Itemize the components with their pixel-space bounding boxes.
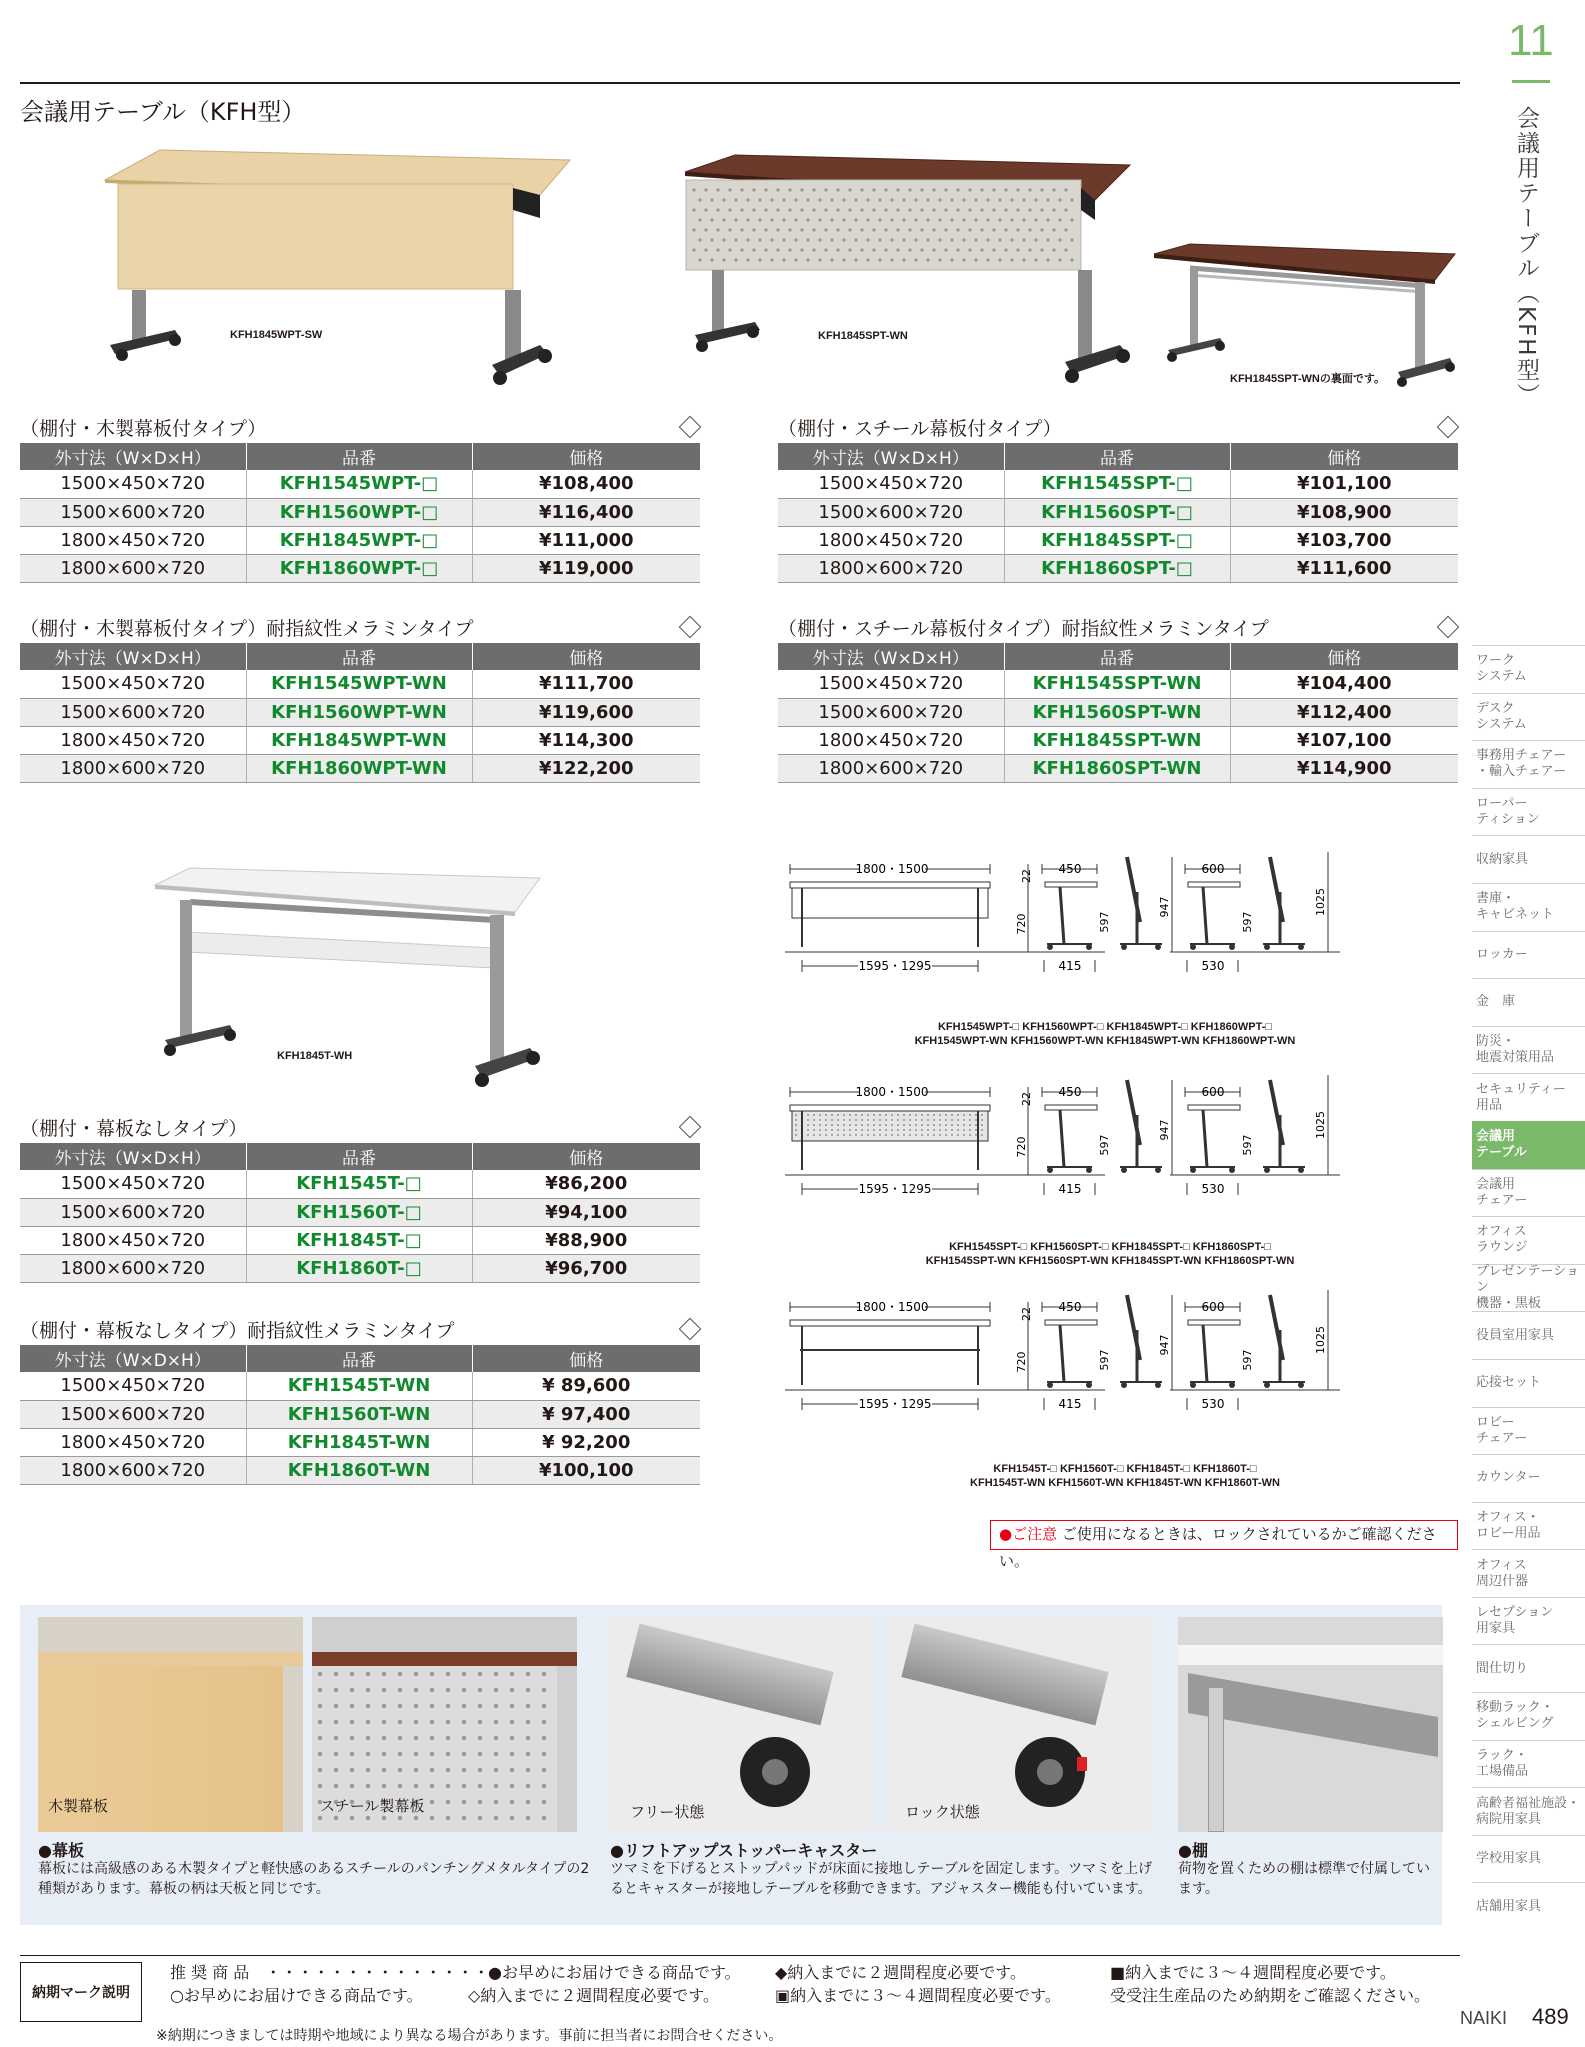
table-block-no-panel-melamine	[20, 1317, 700, 1485]
caution-text: ご使用になるときは、ロックされているかご確認ください。	[999, 1525, 1437, 1570]
sidenav-item[interactable]: 役員室用家具	[1472, 1311, 1585, 1359]
sidenav-item[interactable]: オフィス ラウンジ	[1472, 1216, 1585, 1264]
dim-depth: 450	[1058, 862, 1082, 876]
sidenav-item[interactable]: セキュリティー 用品	[1472, 1073, 1585, 1121]
table-row: 1500×450×720 KFH1545WPT-□ ¥108,400	[20, 470, 700, 498]
dim-foot: 530	[1201, 1182, 1225, 1196]
header-code: 品番	[246, 1345, 472, 1372]
table-row: 1500×450×720 KFH1545WPT-WN ¥111,700	[20, 670, 700, 698]
delivery-diamond-icon	[679, 1318, 702, 1341]
dim-22: 22	[1020, 869, 1033, 883]
table-row: 1500×600×720 KFH1560WPT-WN ¥119,600	[20, 698, 700, 726]
header-size: 外寸法（W×D×H）	[20, 443, 246, 470]
header-code: 品番	[1004, 643, 1230, 670]
shelf-title: ●棚	[1178, 1841, 1208, 1860]
delivery-diamond-icon	[679, 616, 702, 639]
delivery-diamond-icon	[679, 416, 702, 439]
label-free: フリー状態	[630, 1803, 705, 1821]
table-title: （棚付・スチール幕板付タイプ）	[778, 415, 1458, 443]
table-row: 1500×600×720 KFH1560T-□ ¥94,100	[20, 1198, 700, 1226]
chapter-number: 11	[1508, 16, 1554, 65]
top-rule	[20, 82, 1460, 84]
dim-leg: 1595・1295	[858, 1182, 932, 1196]
delivery-legend	[20, 1955, 1460, 2030]
dim-1025: 1025	[1314, 888, 1327, 916]
legend-item: ◆納入までに２週間程度必要です。	[775, 1963, 1027, 1982]
table-title: （棚付・木製幕板付タイプ）耐指紋性メラミンタイプ	[20, 615, 700, 643]
table-row: 1500×450×720 KFH1545T-□ ¥86,200	[20, 1170, 700, 1198]
header-code: 品番	[246, 643, 472, 670]
dim-597: 597	[1098, 1349, 1111, 1371]
legend-item: ◇納入までに２週間程度必要です。	[468, 1986, 720, 2005]
table-row: 1500×600×720 KFH1560SPT-□ ¥108,900	[778, 498, 1458, 526]
dim-597: 597	[1241, 1349, 1254, 1371]
sidenav-item[interactable]: 金 庫	[1472, 978, 1585, 1026]
sidenav-item[interactable]: ローパー ティション	[1472, 788, 1585, 836]
caster-text: ツマミを下げるとストップパッドが床面に接地しテーブルを固定します。ツマミを上げるとキャスターが接地しテーブルを移動できます。アジャスター機能も付いています。	[610, 1861, 1153, 1897]
sidenav-item[interactable]: 会議用 テーブル	[1472, 1121, 1585, 1169]
side-navigation	[1472, 645, 1585, 1930]
dim-leg: 1595・1295	[858, 1397, 932, 1411]
table-block-steel	[778, 415, 1458, 583]
dim-22: 22	[1020, 1307, 1033, 1321]
legend-recommended: 推 奨 商 品 ・・・・・・・・・・・・・・・	[170, 1963, 506, 1982]
dim-foot: 415	[1058, 1182, 1082, 1196]
dim-leg: 1595・1295	[858, 959, 932, 973]
panel-text: 幕板には高級感のある木製タイプと軽快感のあるスチールのパンチングメタルタイプの2種類があります。幕板の柄は天板と同じです。	[38, 1861, 590, 1897]
panel-title: ●幕板	[38, 1841, 84, 1860]
sidenav-item[interactable]: 書庫・ キャビネット	[1472, 883, 1585, 931]
dim-597: 597	[1241, 911, 1254, 933]
header-code: 品番	[1004, 443, 1230, 470]
dim-width: 1800・1500	[855, 1085, 929, 1099]
table-row: 1800×450×720 KFH1845WPT-WN ¥114,300	[20, 726, 700, 754]
table-row: 1800×450×720 KFH1845SPT-WN ¥107,100	[778, 726, 1458, 754]
sidenav-item[interactable]: オフィス・ ロビー用品	[1472, 1502, 1585, 1550]
dim-720: 720	[1015, 913, 1028, 935]
table-row: 1800×600×720 KFH1860T-□ ¥96,700	[20, 1254, 700, 1282]
sidenav-item[interactable]: 収納家具	[1472, 835, 1585, 883]
table-row: 1800×600×720 KFH1860T-WN ¥100,100	[20, 1456, 700, 1484]
table-row: 1800×450×720 KFH1845T-□ ¥88,900	[20, 1226, 700, 1254]
sidenav-item[interactable]: 学校用家具	[1472, 1835, 1585, 1883]
dimension-diagram-plain	[780, 1290, 1460, 1440]
legend-item: ●お早めにお届けできる商品です。	[488, 1963, 741, 1982]
delivery-diamond-icon	[1437, 416, 1460, 439]
dimension-diagram-steel	[780, 1075, 1460, 1225]
table-block-no-panel	[20, 1115, 700, 1283]
header-size: 外寸法（W×D×H）	[20, 1345, 246, 1372]
table-row: 1500×600×720 KFH1560WPT-□ ¥116,400	[20, 498, 700, 526]
table-block-wood-melamine	[20, 615, 700, 783]
photo-plain-table	[150, 850, 550, 1110]
sidenav-item[interactable]: デスク システム	[1472, 693, 1585, 741]
dim-1025: 1025	[1314, 1326, 1327, 1354]
panel-wood	[792, 888, 988, 918]
sidenav-item[interactable]: 事務用チェアー ・輸入チェアー	[1472, 740, 1585, 788]
page-title: 会議用テーブル（KFH型）	[20, 98, 306, 126]
sidenav-item[interactable]: 間仕切り	[1472, 1644, 1585, 1692]
dim-depth: 450	[1058, 1085, 1082, 1099]
caution-label: ●ご注意	[999, 1525, 1058, 1543]
dim-foot: 415	[1058, 1397, 1082, 1411]
table-row: 1500×600×720 KFH1560SPT-WN ¥112,400	[778, 698, 1458, 726]
table-row: 1800×450×720 KFH1845T-WN ¥ 92,200	[20, 1428, 700, 1456]
header-price: 価格	[472, 443, 700, 470]
dim-597: 597	[1241, 1134, 1254, 1156]
spec-table	[20, 1345, 700, 1485]
caption-plain: KFH1845T-WH	[277, 1050, 353, 1062]
table-block-steel-melamine	[778, 615, 1458, 783]
sidenav-item[interactable]: ラック・ 工場備品	[1472, 1740, 1585, 1788]
caption-back: KFH1845SPT-WNの裏面です。	[1230, 373, 1385, 385]
dim-foot: 530	[1201, 959, 1225, 973]
table-title: （棚付・幕板なしタイプ）	[20, 1115, 700, 1143]
spec-table	[778, 643, 1458, 783]
diagram-codes-plain: KFH1545T-□ KFH1560T-□ KFH1845T-□ KFH1860T-□ KFH1545T-WN KFH1560T-WN KFH1845T-WN KFH1860T-WN	[970, 1463, 1280, 1489]
sidenav-item[interactable]: 会議用 チェアー	[1472, 1169, 1585, 1217]
dim-720: 720	[1015, 1136, 1028, 1158]
header-size: 外寸法（W×D×H）	[778, 643, 1004, 670]
table-row: 1500×450×720 KFH1545SPT-□ ¥101,100	[778, 470, 1458, 498]
dim-foot: 530	[1201, 1397, 1225, 1411]
table-row: 1800×450×720 KFH1845WPT-□ ¥111,000	[20, 526, 700, 554]
header-price: 価格	[472, 1143, 700, 1170]
sidenav-item[interactable]: プレゼンテーション 機器・黒板	[1472, 1264, 1585, 1312]
table-title: （棚付・木製幕板付タイプ）	[20, 415, 700, 443]
caster-title: ●リフトアップストッパーキャスター	[610, 1841, 878, 1860]
dim-depth: 600	[1201, 1085, 1225, 1099]
sidenav-item[interactable]: 店舗用家具	[1472, 1882, 1585, 1930]
sidenav-item[interactable]: 移動ラック・ シェルビング	[1472, 1692, 1585, 1740]
spec-table	[20, 643, 700, 783]
header-price: 価格	[1230, 643, 1458, 670]
header-code: 品番	[246, 1143, 472, 1170]
label-wood-panel: 木製幕板	[48, 1797, 109, 1815]
table-row: 1800×600×720 KFH1860WPT-WN ¥122,200	[20, 754, 700, 782]
caution-notice	[990, 1520, 1458, 1570]
diagram-codes-steel: KFH1545SPT-□ KFH1560SPT-□ KFH1845SPT-□ KFH1860SPT-□ KFH1545SPT-WN KFH1560SPT-WN KFH1845SPT-WN KFH1860SPT-WN	[925, 1241, 1295, 1267]
sidenav-item[interactable]: ワーク システム	[1472, 645, 1585, 693]
diagram-codes-wood: KFH1545WPT-□ KFH1560WPT-□ KFH1845WPT-□ KFH1860WPT-□ KFH1545WPT-WN KFH1560WPT-WN KFH1845WPT-WN KFH1860WPT-WN	[914, 1021, 1296, 1047]
caption-wood: KFH1845WPT-SW	[230, 329, 323, 341]
dim-947: 947	[1158, 896, 1171, 918]
footer-note: ※納期につきましては時期や地域により異なる場合があります。事前に担当者にお問合せください。	[156, 2028, 783, 2044]
header-size: 外寸法（W×D×H）	[20, 1143, 246, 1170]
table-title: （棚付・幕板なしタイプ）耐指紋性メラミンタイプ	[20, 1317, 700, 1345]
brand-name: NAIKI	[1460, 2008, 1508, 2028]
shelf-text: 荷物を置くための棚は標準で付属しています。	[1178, 1861, 1430, 1897]
dim-22: 22	[1020, 1092, 1033, 1106]
caption-steel: KFH1845SPT-WN	[818, 330, 908, 342]
dim-foot: 415	[1058, 959, 1082, 973]
delivery-diamond-icon	[1437, 616, 1460, 639]
dim-597: 597	[1098, 1134, 1111, 1156]
label-lock: ロック状態	[905, 1803, 980, 1821]
photo-caster-free	[610, 1617, 875, 1832]
sidenav-item[interactable]: ロッカー	[1472, 931, 1585, 979]
table-row: 1500×450×720 KFH1545T-WN ¥ 89,600	[20, 1372, 700, 1400]
page-number: 489	[1532, 2004, 1569, 2029]
header-size: 外寸法（W×D×H）	[778, 443, 1004, 470]
legend-item: ▣納入までに３～４週間程度必要です。	[775, 1986, 1061, 2005]
header-price: 価格	[472, 1345, 700, 1372]
sidenav-item[interactable]: オフィス 周辺什器	[1472, 1549, 1585, 1597]
dim-720: 720	[1015, 1351, 1028, 1373]
spec-table	[778, 443, 1458, 583]
legend-title: 納期マーク説明	[20, 1962, 142, 2022]
delivery-diamond-icon	[679, 1116, 702, 1139]
header-price: 価格	[1230, 443, 1458, 470]
dim-947: 947	[1158, 1119, 1171, 1141]
table-row: 1500×450×720 KFH1545SPT-WN ¥104,400	[778, 670, 1458, 698]
sidenav-item[interactable]: レセプション 用家具	[1472, 1597, 1585, 1645]
sidenav-item[interactable]: 防災・ 地震対策用品	[1472, 1026, 1585, 1074]
table-block-wood	[20, 415, 700, 583]
photo-caster-lock	[885, 1617, 1150, 1832]
feature-band	[20, 1605, 1442, 1925]
label-steel-panel: スチール製幕板	[320, 1797, 425, 1815]
header-size: 外寸法（W×D×H）	[20, 643, 246, 670]
dim-1025: 1025	[1314, 1111, 1327, 1139]
table-row: 1800×450×720 KFH1845SPT-□ ¥103,700	[778, 526, 1458, 554]
sidenav-item[interactable]: カウンター	[1472, 1454, 1585, 1502]
dim-width: 1800・1500	[855, 1300, 929, 1314]
dim-depth: 600	[1201, 862, 1225, 876]
spec-table	[20, 443, 700, 583]
sidenav-item[interactable]: 応接セット	[1472, 1359, 1585, 1407]
table-row: 1500×600×720 KFH1560T-WN ¥ 97,400	[20, 1400, 700, 1428]
dim-947: 947	[1158, 1334, 1171, 1356]
dim-depth: 600	[1201, 1300, 1225, 1314]
dim-depth: 450	[1058, 1300, 1082, 1314]
dim-597: 597	[1098, 911, 1111, 933]
legend-item: ■納入までに３～４週間程度必要です。	[1110, 1963, 1396, 1982]
chapter-vertical-title: 会議用テーブル（KFH型）	[1513, 106, 1539, 408]
header-code: 品番	[246, 443, 472, 470]
dim-width: 1800・1500	[855, 862, 929, 876]
legend-item: 受受注生産品のため納期をご確認ください。	[1110, 1986, 1431, 2005]
table-row: 1800×600×720 KFH1860SPT-□ ¥111,600	[778, 554, 1458, 582]
sidenav-item[interactable]: ロビー チェアー	[1472, 1407, 1585, 1455]
photo-steel-panel-table	[680, 150, 1140, 405]
table-row: 1800×600×720 KFH1860WPT-□ ¥119,000	[20, 554, 700, 582]
table-row: 1800×600×720 KFH1860SPT-WN ¥114,900	[778, 754, 1458, 782]
dimension-diagram-wood	[780, 852, 1460, 1002]
photo-wood-panel-table	[100, 140, 580, 390]
spec-table	[20, 1143, 700, 1283]
photo-shelf	[1178, 1617, 1443, 1832]
sidenav-item[interactable]: 高齢者福祉施設・ 病院用家具	[1472, 1787, 1585, 1835]
table-title: （棚付・スチール幕板付タイプ）耐指紋性メラミンタイプ	[778, 615, 1458, 643]
header-price: 価格	[472, 643, 700, 670]
legend-item: ○お早めにお届けできる商品です。	[170, 1986, 423, 2005]
chapter-rule	[1512, 80, 1550, 83]
